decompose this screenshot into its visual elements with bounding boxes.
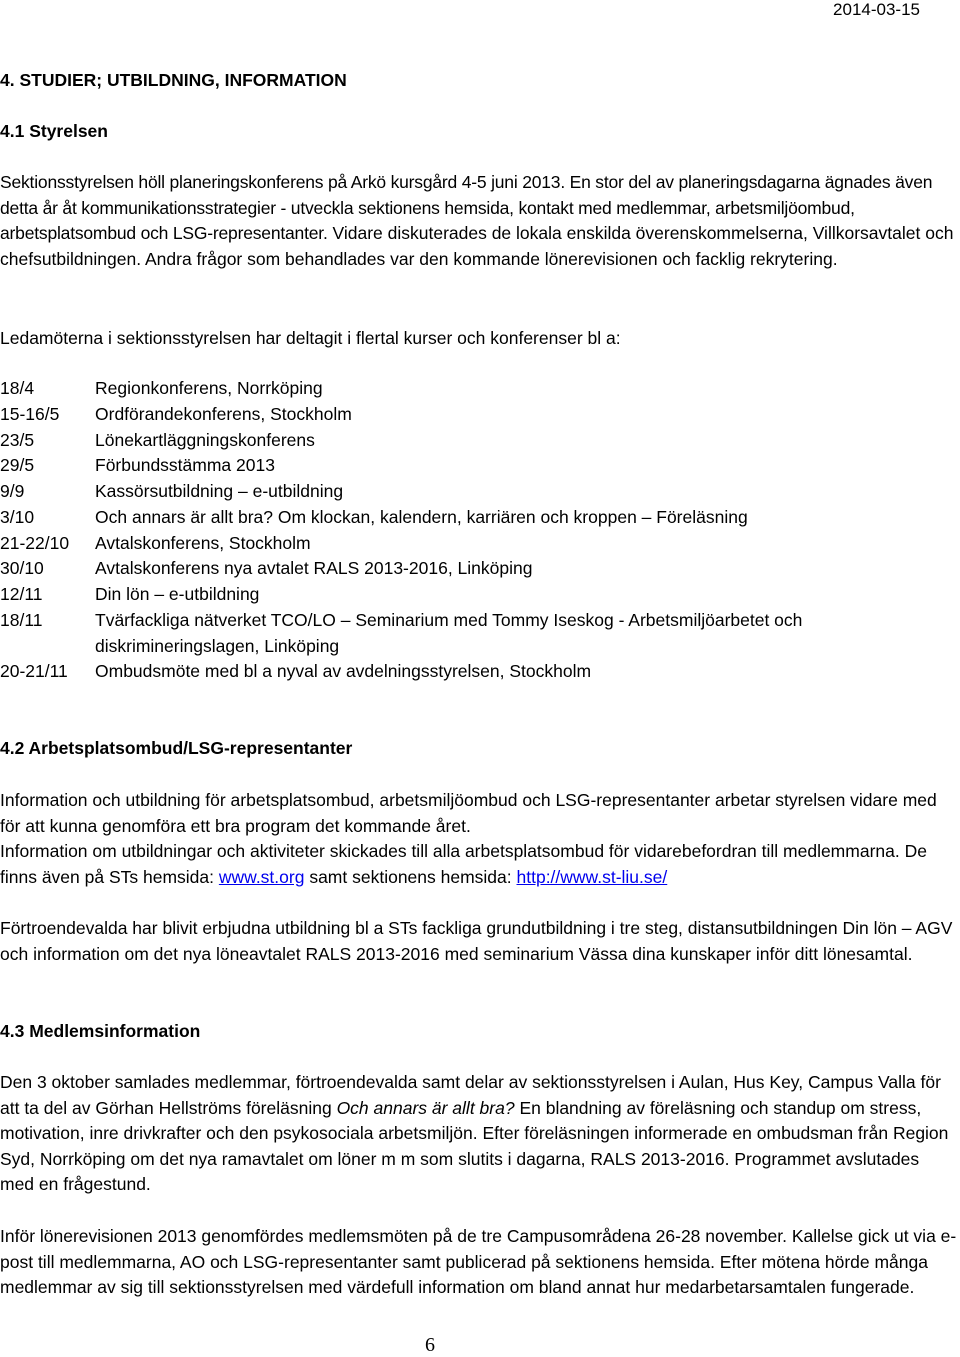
section-4-1-paragraph-1 xyxy=(0,170,958,272)
event-text: Avtalskonferens nya avtalet RALS 2013-2016, Linköping xyxy=(95,558,533,578)
st-website-link[interactable]: www.st.org xyxy=(218,866,305,887)
section-website-link[interactable]: http://www.st-liu.se/ xyxy=(516,866,668,887)
event-text: Ordförandekonferens, Stockholm xyxy=(95,404,352,424)
event-date: 18/11 xyxy=(0,610,43,630)
paragraph-text-part-1: Den 3 oktober samlades medlemmar, förtroendevalda samt delar av sektionsstyrelsen i Aulan, Hus Key, Campus Valla för att ta del av Görhan Hellströms föreläsning xyxy=(0,1072,941,1118)
header-date: 2014-03-15 xyxy=(833,0,920,19)
section-4-2-paragraph-3: Förtroendevalda har blivit erbjudna utbildning bl a STs fackliga grundutbildning i tre steg, distansutbildningen Din lön – AGV och information om det nya löneavtalet RALS 2013-2016 med seminarium Vässa dina kunskaper inför ditt lönesamtal. xyxy=(0,918,953,964)
paragraph-text-part-2: En blandning av föreläsning och standup om stress, motivation, inre drivkrafter och den psykosociala arbetsmiljön. Efter föreläsningen informerade en ombudsman från Region Syd, Norrköping om det nya ramavtalet om löner m m som slutits i dagarna, RALS 2013-2016. Programmet avslutades med en frågestund. xyxy=(0,1097,949,1195)
event-date: 21-22/10 xyxy=(0,533,70,553)
section-4-1-paragraph-2: Ledamöterna i sektionsstyrelsen har deltagit i flertal kurser och konferenser bl a: xyxy=(0,328,621,348)
event-text: Ombudsmöte med bl a nyval av avdelningsstyrelsen, Stockholm xyxy=(95,661,592,681)
event-date: 18/4 xyxy=(0,378,35,398)
event-text: Lönekartläggningskonferens xyxy=(95,430,315,450)
section-4-1-heading: 4.1 Styrelsen xyxy=(0,121,108,141)
paragraph-text-part-1: Sektionsstyrelsen höll planeringskonferens på Arkö kursgård 4-5 juni 2013. En stor del av planeringsdagarna ägnades även detta år åt kommunikationsstrategier - utveckla sektionens hemsida, kontakt med medlemmar, arbetsmiljöombud, arbetsplatsombud och LSG-representanter. xyxy=(0,172,933,244)
event-text: Kassörsutbildning – e-utbildning xyxy=(95,481,344,501)
event-date: 20-21/11 xyxy=(0,661,68,681)
event-text: Och annars är allt bra? Om klockan, kalendern, karriären och kroppen – Föreläsning xyxy=(95,507,748,527)
event-date: 3/10 xyxy=(0,507,35,527)
event-date: 30/10 xyxy=(0,558,44,578)
section-4-3-paragraph-1 xyxy=(0,1070,958,1198)
event-date: 9/9 xyxy=(0,481,25,501)
event-text: Förbundsstämma 2013 xyxy=(95,455,275,475)
section-4-3-heading: 4.3 Medlemsinformation xyxy=(0,1021,201,1041)
event-text: Din lön – e-utbildning xyxy=(95,584,260,604)
event-text: Regionkonferens, Norrköping xyxy=(95,378,323,398)
event-date: 23/5 xyxy=(0,430,35,450)
lecture-title: Och annars är allt bra? xyxy=(336,1097,515,1118)
paragraph-text: Information om utbildningar och aktiviteter skickades till alla arbetsplatsombud för vidarebefordran till medlemmarna. De finns även på STs hemsida: xyxy=(0,841,927,887)
section-4-2-heading: 4.2 Arbetsplatsombud/LSG-representanter xyxy=(0,738,353,758)
event-text: Tvärfackliga nätverket TCO/LO – Seminarium med Tommy Iseskog - Arbetsmiljöarbetet och diskrimineringslagen, Linköping xyxy=(95,610,803,656)
event-date: 15-16/5 xyxy=(0,404,60,424)
section-4-3-paragraph-2: Inför lönerevisionen 2013 genomfördes medlemsmöten på de tre Campusområdena 26-28 november. Kallelse gick ut via e-post till medlemmarna, AO och LSG-representanter samt publicerad på sektionens hemsida. Efter mötena hörde många medlemmar av sig till sektionsstyrelsen med värdefull information om bland annat hur medarbetarsamtalen fungerade. xyxy=(0,1226,957,1298)
section-4-2-paragraph-2 xyxy=(0,839,958,890)
page-number: 6 xyxy=(425,1334,435,1356)
event-text: Avtalskonferens, Stockholm xyxy=(95,533,311,553)
paragraph-text-part-2: Vidare diskuterades de lokala enskilda överenskommelserna, Villkorsavtalet och chefsutbildningen. Andra frågor som behandlades var den kommande lönerevisionen och facklig rekrytering. xyxy=(0,223,954,269)
section-4-heading: 4. STUDIER; UTBILDNING, INFORMATION xyxy=(0,70,347,90)
paragraph-text: samt sektionens hemsida: xyxy=(304,866,517,887)
event-date: 12/11 xyxy=(0,584,43,604)
section-4-2-paragraph-1: Information och utbildning för arbetsplatsombud, arbetsmiljöombud och LSG-representanter arbetar styrelsen vidare med för att kunna genomföra ett bra program det kommande året. xyxy=(0,790,937,836)
event-date: 29/5 xyxy=(0,455,35,475)
